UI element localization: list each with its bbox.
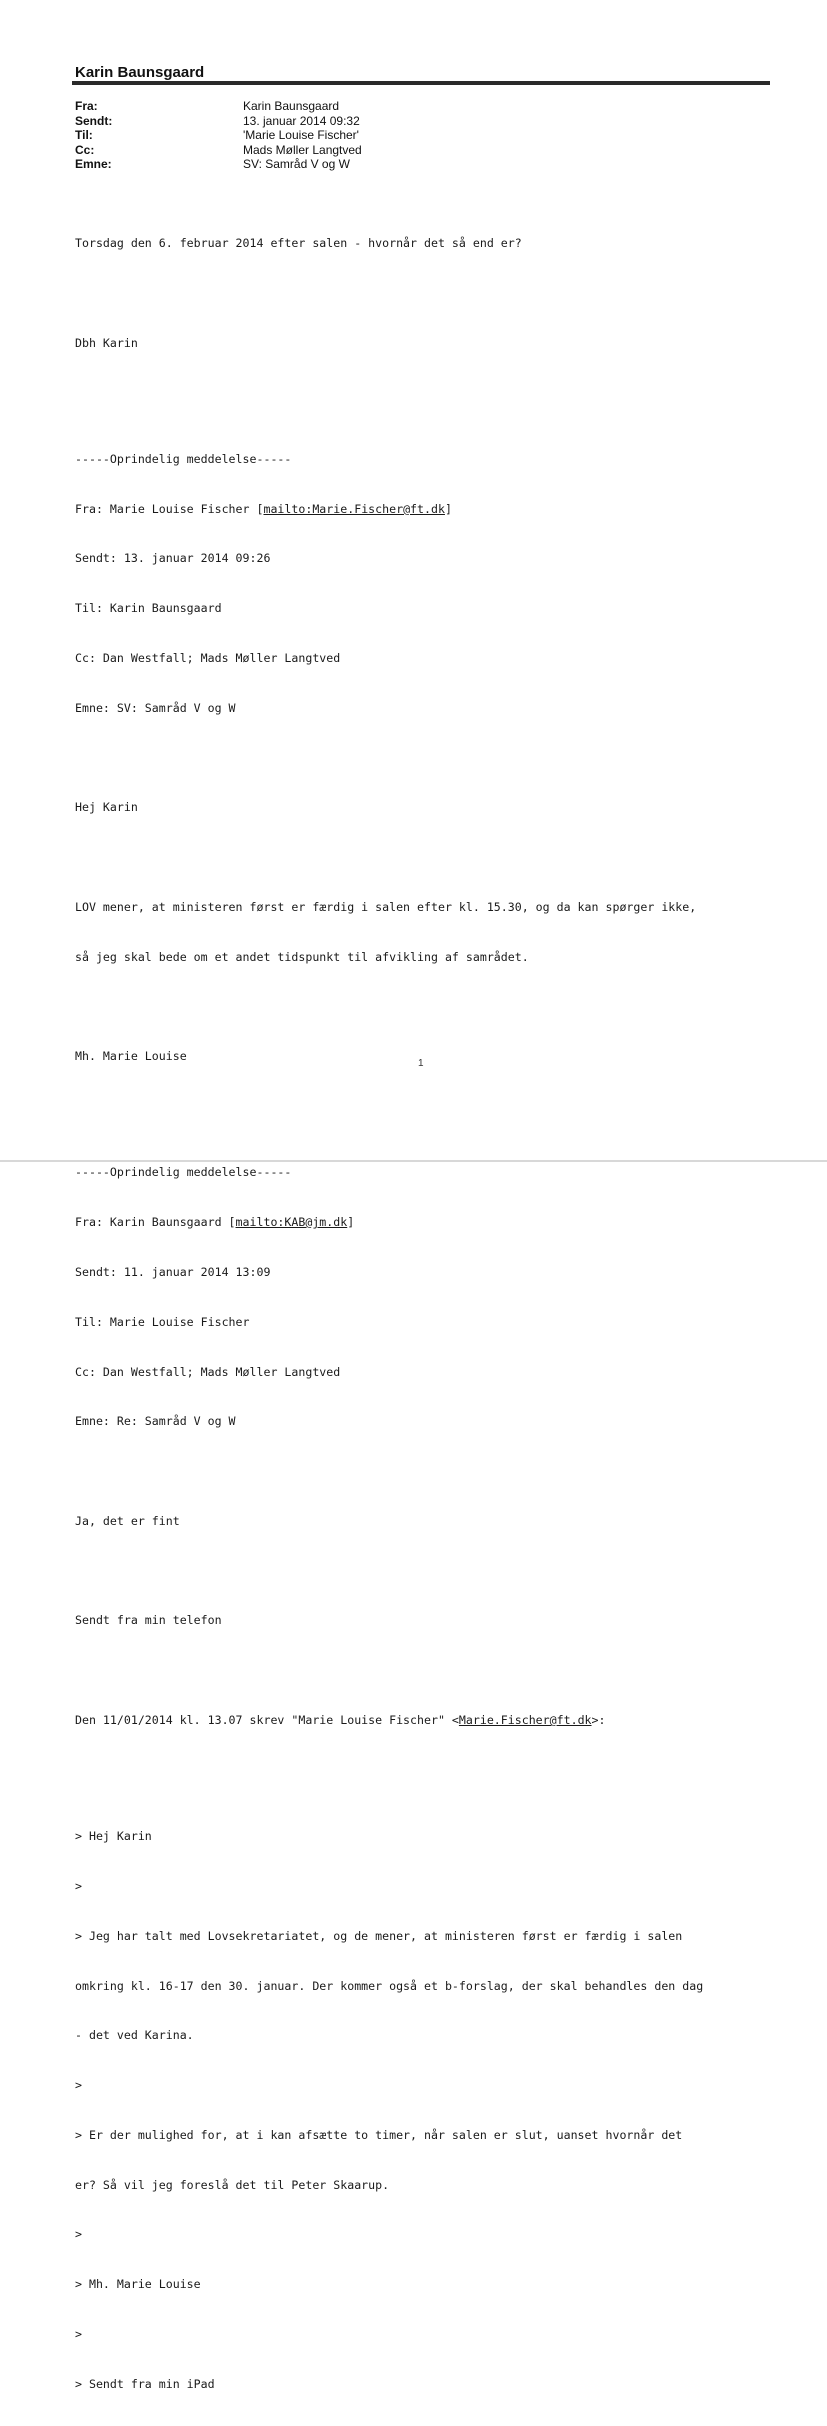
body-line: LOV mener, at ministeren først er færdig i salen efter kl. 15.30, og da kan spørger ikke,: [75, 899, 697, 914]
header-to-row: [75, 128, 362, 143]
sent-value: 13. januar 2014 09:32: [243, 113, 360, 128]
body-line: Sendt fra min telefon: [75, 1613, 222, 1628]
header-divider: [72, 81, 770, 85]
header-sent-row: [75, 114, 362, 129]
body-line: Torsdag den 6. februar 2014 efter salen - hvornår det så end er?: [75, 236, 522, 251]
quoted-to-line: Til: Karin Baunsgaard: [75, 601, 222, 616]
original-message-divider: -----Oprindelig meddelelse-----: [75, 1165, 292, 1180]
to-value: 'Marie Louise Fischer': [243, 128, 359, 143]
body-line: så jeg skal bede om et andet tidspunkt til afvikling af samrådet.: [75, 949, 529, 964]
mailto-link[interactable]: mailto:KAB@jm.dk: [235, 1215, 348, 1230]
quoted-subject-line: Emne: SV: Samråd V og W: [75, 700, 236, 715]
quoted-line: >: [75, 1878, 82, 1893]
quoted-sent-line: Sendt: 11. januar 2014 13:09: [75, 1265, 271, 1279]
cc-label: Cc:: [75, 142, 95, 157]
quoted-line: - det ved Karina.: [75, 2028, 194, 2043]
quoted-line: > Jeg har talt med Lovsekretariatet, og de mener, at ministeren først er færdig i salen: [75, 1928, 683, 1943]
from-value: Karin Baunsgaard: [243, 99, 340, 113]
subject-label: Emne:: [75, 157, 112, 172]
sent-label: Sendt:: [75, 113, 113, 128]
quoted-from-line: Fra: Karin Baunsgaard [mailto:KAB@jm.dk]: [75, 1215, 355, 1230]
quoted-line: >: [75, 2227, 82, 2242]
quoted-sent-line: Sendt: 13. januar 2014 09:26: [75, 551, 271, 566]
quoted-to-line: Til: Marie Louise Fischer: [75, 1314, 250, 1329]
page-bottom-edge: [0, 1160, 827, 1162]
sender-name: Karin Baunsgaard: [75, 64, 205, 81]
header-from-row: [75, 99, 362, 114]
to-label: Til:: [75, 128, 93, 143]
header-subject-row: [75, 157, 362, 172]
email-link[interactable]: Marie.Fischer@ft.dk: [458, 1713, 592, 1728]
mailto-link[interactable]: mailto:Marie.Fischer@ft.dk: [263, 501, 445, 516]
cc-value: Mads Møller Langtved: [243, 142, 362, 157]
body-line: Ja, det er fint: [75, 1513, 180, 1528]
quoted-from-line: Fra: Marie Louise Fischer [mailto:Marie.Fischer@ft.dk]: [75, 501, 452, 516]
quote-intro-line: Den 11/01/2014 kl. 13.07 skrev "Marie Louise Fischer" <Marie.Fischer@ft.dk>:: [75, 1713, 606, 1728]
quoted-subject-line: Emne: Re: Samråd V og W: [75, 1414, 236, 1429]
quoted-cc-line: Cc: Dan Westfall; Mads Møller Langtved: [75, 1364, 341, 1379]
page-number: 1: [418, 1058, 424, 1069]
original-message-divider: -----Oprindelig meddelelse-----: [75, 451, 292, 466]
quoted-line: omkring kl. 16-17 den 30. januar. Der kommer også et b-forslag, der skal behandles den dag: [75, 1978, 704, 1993]
quoted-line: > Er der mulighed for, at i kan afsætte to timer, når salen er slut, uanset hvornår det: [75, 2127, 683, 2142]
quoted-line: >: [75, 2327, 82, 2341]
quoted-line: er? Så vil jeg foreslå det til Peter Skaarup.: [75, 2177, 390, 2192]
greeting-line: Hej Karin: [75, 800, 138, 815]
email-body: [75, 202, 775, 2426]
quoted-line: > Mh. Marie Louise: [75, 2277, 201, 2292]
signature-line: Mh. Marie Louise: [75, 1049, 187, 1064]
subject-value: SV: Samråd V og W: [243, 157, 350, 172]
email-header: [75, 99, 362, 172]
quoted-cc-line: Cc: Dan Westfall; Mads Møller Langtved: [75, 651, 341, 666]
quoted-line: > Hej Karin: [75, 1829, 152, 1844]
signature-line: Dbh Karin: [75, 335, 138, 350]
from-label: Fra:: [75, 99, 98, 113]
quoted-line: >: [75, 2078, 82, 2093]
header-cc-row: [75, 143, 362, 158]
quoted-line: > Sendt fra min iPad: [75, 2376, 215, 2391]
